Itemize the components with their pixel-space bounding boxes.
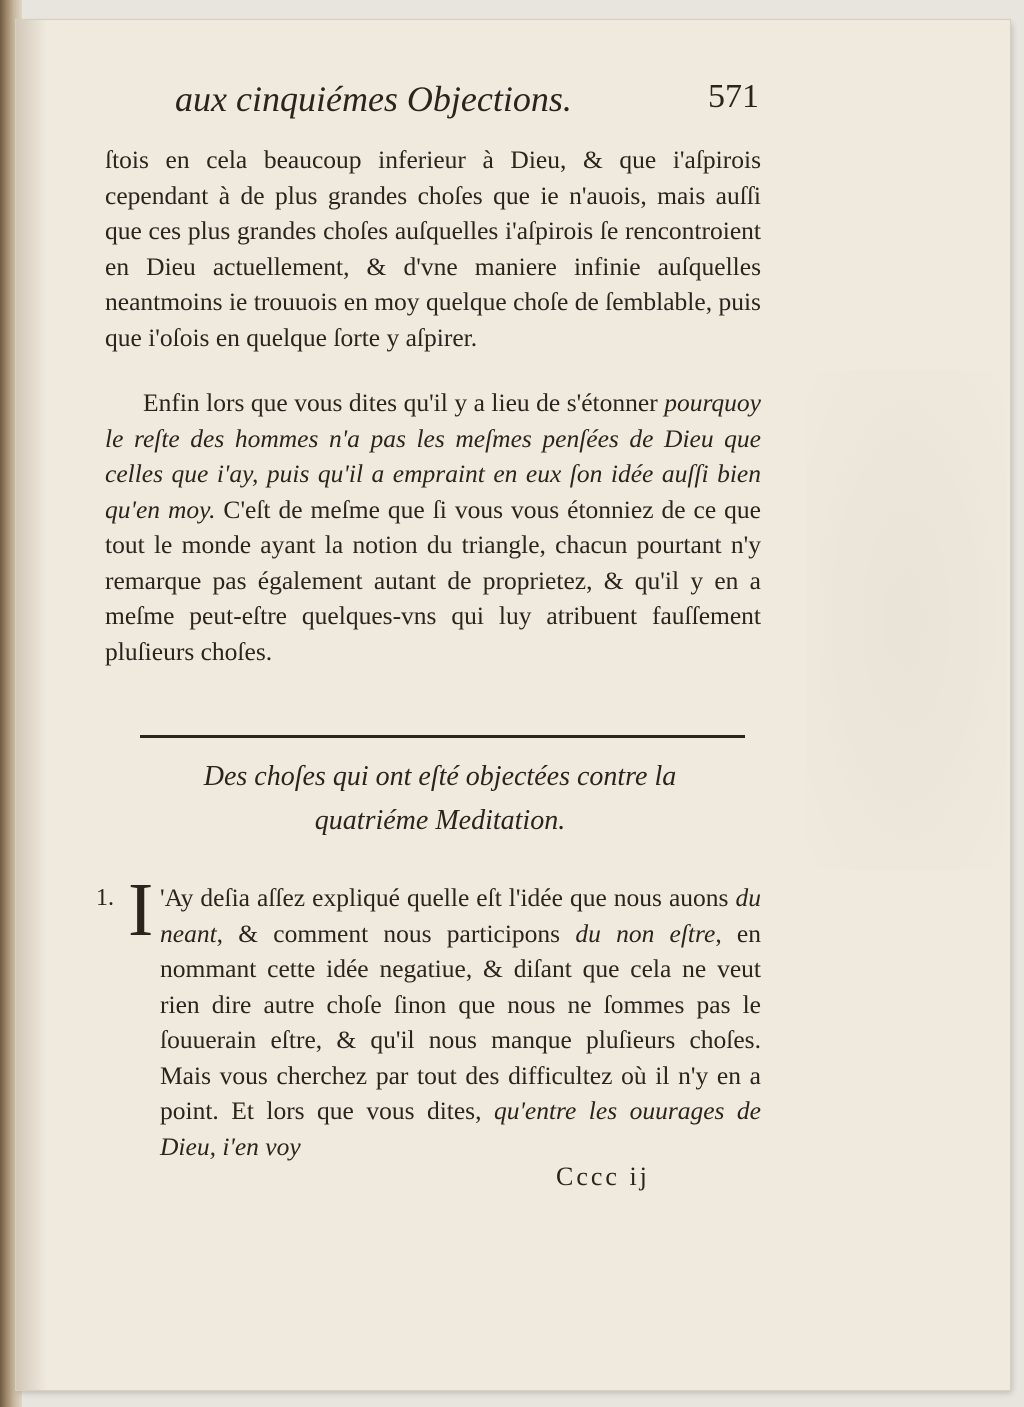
paragraph-text-start: Enfin lors que vous dites qu'il y a lieu de s'étonner [143,388,665,417]
page-number: 571 [708,78,759,115]
article-italic-1: du neant [160,883,761,948]
running-head [155,70,775,130]
section-heading-line-1: Des choſes qui ont eſté objectées contre la [203,761,677,792]
signature-mark: Cccc ij [556,1162,650,1191]
paragraph-continuation [105,142,761,355]
article-paragraph [105,880,761,1164]
gutter-shadow [16,20,46,1390]
paragraph-text-end: C'eſt de meſme que ſi vous vous étonniez de ce que tout le monde ayant la notion du triangle, chacun pourtant n'y remarque pas également autant de proprietez, & qu'il y en a meſme peut-eſtre quelques-vns qui luy atribuent fauſſement pluſieurs choſes. [105,494,761,666]
quoted-objection: pourquoy le reſte des hommes n'a pas les meſmes penſées de Dieu que celles que i'ay, puis qu'il a empraint en eux ſon idée auſſi bien qu'en moy. [105,388,761,524]
article-text-2: , & comment nous participons [216,918,576,948]
article-text-1: 'Ay deſia aſſez expliqué quelle eſt l'idée que nous auons [160,883,736,912]
article-italic-2: du non eſtre [575,918,716,948]
article-number: 1. [96,885,114,911]
article-first-line [105,880,761,1164]
section-heading [120,755,760,843]
article-text-3: , en nommant cette idée negatiue, & diſant que cela ne veut rien dire autre choſe ſinon que nous ne ſommes pas le ſouuerain eſtre, & qu'il nous manque pluſieurs choſes. Mais vous cherchez par tout des difficultez où il n'y en a point. Et lors que vous dites, [160,918,761,1125]
article-italic-3: qu'entre les ouurages de Dieu, i'en voy [160,1096,761,1161]
drop-cap: I [128,868,154,952]
paragraph-enfin [105,385,761,669]
show-through [806,370,1006,870]
section-heading-line-2: quatriéme Meditation. [314,805,566,836]
paragraph-text: ſtois en cela beaucoup inferieur à Dieu, & que i'aſpirois cependant à de plus grandes choſes que ie n'auois, mais auſſi que ces plus grandes choſes auſquelles i'aſpirois ſe rencontroient en Dieu actuellement, & d'vne maniere infinie auſquelles neantmoins ie trouuois en moy quelque choſe de ſemblable, puis que i'oſois en quelque ſorte y aſpirer. [105,145,761,352]
section-divider [140,735,745,738]
running-title: aux cinquiémes Objections. [175,79,572,119]
